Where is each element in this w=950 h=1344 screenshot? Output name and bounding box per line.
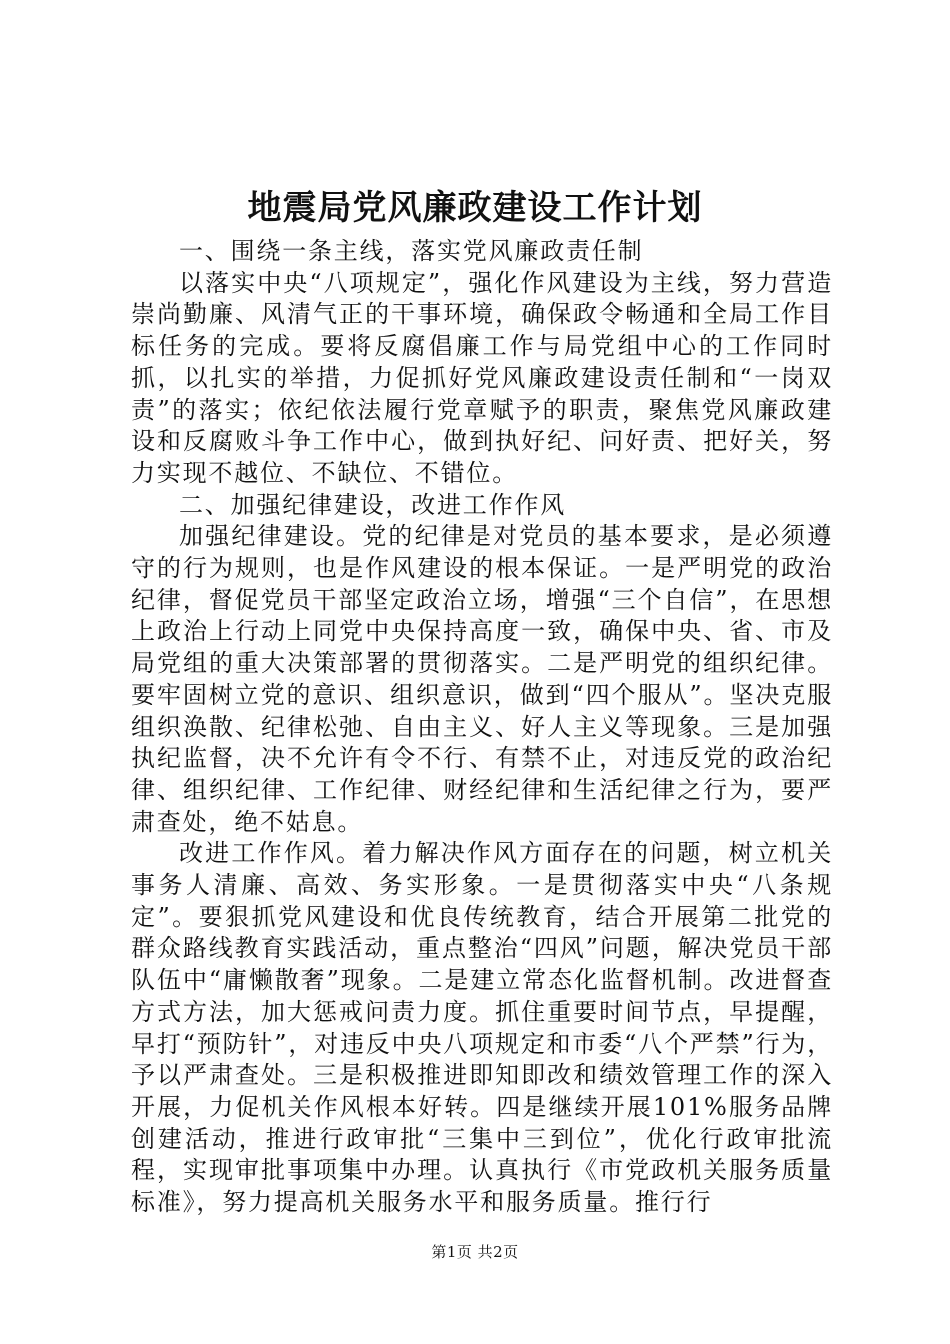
paragraph-3: 改进工作作风。着力解决作风方面存在的问题，树立机关事务人清廉、高效、务实形象。一是贯彻落实中央“八条规定”。要狠抓党风建设和优良传统教育，结合开展第二批党的群众路线教育实践活动，重点整治“四风”问题，解决党员干部队伍中“庸懒散奢”现象。二是建立常态化监督机制。改进督查方式方法，加大惩戒问责力度。抓住重要时间节点，早提醒，早打“预防针”，对违反中央八项规定和市委“八个严禁”行为，予以严肃查处。三是积极推进即知即改和绩效管理工作的深入开展，力促机关作风根本好转。四是继续开展101%服务品牌创建活动，推进行政审批“三集中三到位”，优化行政审批流程，实现审批事项集中办理。认真执行《市党政机关服务质量标准》，努力提高机关服务水平和服务质量。推行行 xyxy=(131,839,833,1217)
section-heading-2: 二、加强纪律建设，改进工作作风 xyxy=(179,490,566,519)
paragraph-2: 加强纪律建设。党的纪律是对党员的基本要求，是必须遵守的行为规则，也是作风建设的根本保证。一是严明党的政治纪律，督促党员干部坚定政治立场，增强“三个自信”，在思想上政治上行动上同党中央保持高度一致，确保中央、省、市及局党组的重大决策部署的贯彻落实。二是严明党的组织纪律。要牢固树立党的意识、组织意识，做到“四个服从”。坚决克服组织涣散、纪律松弛、自由主义、好人主义等现象。三是加强执纪监督，决不允许有令不行、有禁不止，对违反党的政治纪律、组织纪律、工作纪律、财经纪律和生活纪律之行为，要严肃查处，绝不姑息。 xyxy=(131,522,833,836)
section-heading-1: 一、围绕一条主线，落实党风廉政责任制 xyxy=(179,237,644,265)
document-body xyxy=(131,236,833,1219)
paragraph-1: 以落实中央“八项规定”，强化作风建设为主线，努力营造崇尚勤廉、风清气正的干事环境，确保政令畅通和全局工作目标任务的完成。要将反腐倡廉工作与局党组中心的工作同时抓，以扎实的举措，力促抓好党风廉政建设责任制和“一岗双责”的落实；依纪依法履行党章赋予的职责，聚焦党风廉政建设和反腐败斗争工作中心，做到执好纪、问好责、把好关，努力实现不越位、不缺位、不错位。 xyxy=(131,268,833,487)
page-number-footer: 第1页 共2页 xyxy=(431,1243,519,1261)
document-title: 地震局党风廉政建设工作计划 xyxy=(247,188,703,228)
